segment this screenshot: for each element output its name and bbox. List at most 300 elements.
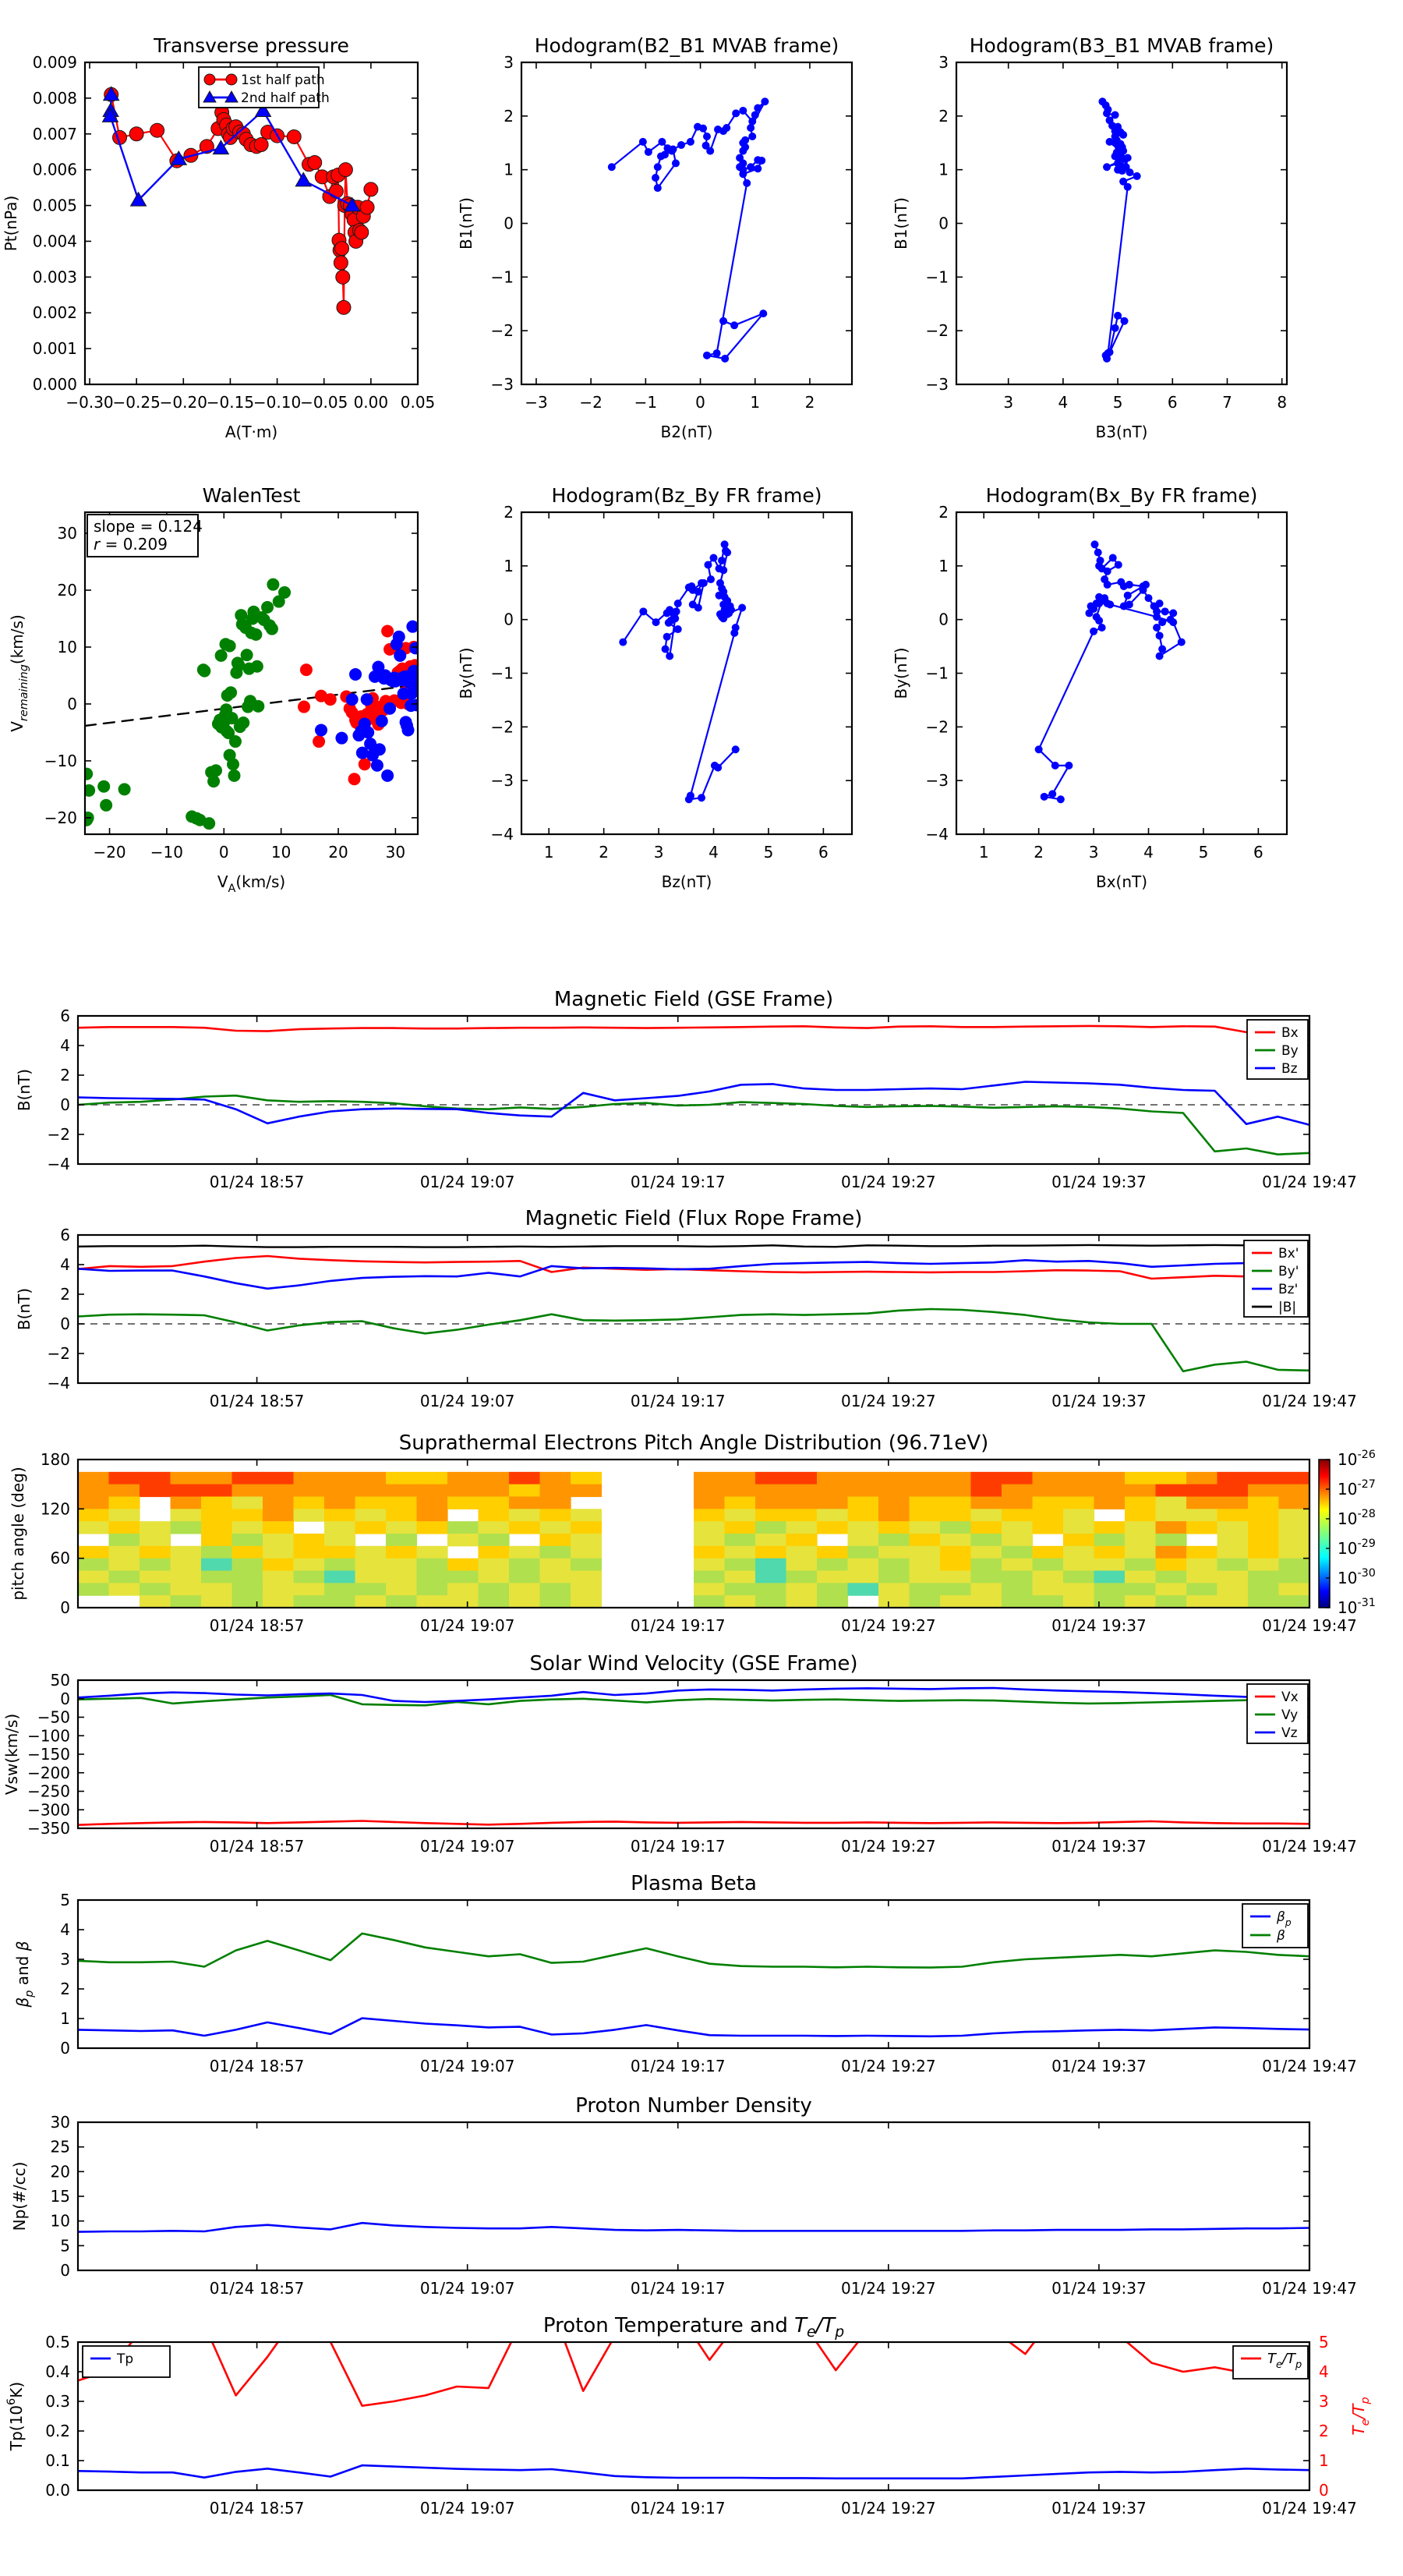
data-point (1115, 561, 1122, 568)
y-tick-label: 4 (60, 1920, 70, 1939)
b3-b1-trace-series (1098, 97, 1140, 363)
heatmap-cell (509, 1595, 540, 1608)
heatmap-cell (786, 1472, 818, 1484)
heatmap-cell (201, 1559, 232, 1571)
heatmap-cell (1125, 1497, 1156, 1509)
heatmap-cell (355, 1521, 387, 1534)
data-point (754, 104, 762, 112)
solar-wind-velocity-panel (2, 1652, 1357, 1856)
axes-frame (956, 62, 1287, 384)
heatmap-cell (1002, 1546, 1033, 1559)
heatmap-cell (263, 1534, 294, 1546)
y-tick-label: −150 (27, 1745, 70, 1764)
y-tick-label: 0 (60, 1598, 70, 1617)
heatmap-cell (971, 1546, 1002, 1559)
heatmap-cell (540, 1546, 571, 1559)
data-point (674, 625, 682, 633)
heatmap-cell (201, 1472, 232, 1484)
heatmap-cell (571, 1509, 602, 1521)
data-point (1041, 793, 1048, 801)
heatmap-cell (386, 1583, 417, 1595)
x-tick-label: 01/24 19:47 (1262, 2499, 1357, 2518)
heatmap-cell (940, 1571, 971, 1583)
panel-title: Suprathermal Electrons Pitch Angle Distribution (96.71eV) (398, 1431, 989, 1455)
data-point (1156, 600, 1164, 607)
data-point (97, 780, 110, 793)
heatmap-cell (1248, 1484, 1279, 1497)
data-point (338, 163, 352, 177)
heatmap-cell (971, 1521, 1002, 1534)
heatmap-cell (971, 1583, 1002, 1595)
heatmap-cell (171, 1571, 202, 1583)
heatmap-cell (417, 1583, 448, 1595)
y-tick-label: 0.008 (32, 88, 77, 108)
data-point (685, 795, 693, 803)
panel-title: Hodogram(B3_B1 MVAB frame) (969, 34, 1274, 57)
heatmap-cell (263, 1559, 294, 1571)
data-point (699, 125, 707, 133)
heatmap-cell (910, 1534, 941, 1546)
x-tick-label: 01/24 19:47 (1262, 1392, 1357, 1410)
y-tick-label: 0.007 (32, 124, 77, 143)
heatmap-cell (509, 1546, 540, 1559)
heatmap-cell (140, 1534, 171, 1546)
x-tick-label: 01/24 19:37 (1051, 1392, 1147, 1410)
data-point (1153, 624, 1161, 632)
x-axis-label: B3(nT) (1095, 423, 1148, 441)
data-point (723, 549, 731, 557)
right-y-axis-label: $T_e/T_p$ (1349, 2397, 1372, 2436)
heatmap-cell (1125, 1583, 1156, 1595)
y-axis-label: pitch angle (deg) (9, 1467, 27, 1601)
heatmap-cell (294, 1484, 325, 1497)
bx-by-trace-series (1035, 540, 1186, 803)
bz-by-trace-line (623, 544, 742, 799)
y-tick-label: −4 (925, 825, 949, 844)
heatmap-cell (540, 1559, 571, 1571)
data-point (349, 668, 362, 681)
y-tick-label: −50 (37, 1707, 70, 1727)
data-point (287, 129, 301, 143)
data-point (278, 586, 291, 599)
heatmap-cell (294, 1534, 325, 1546)
heatmap-cell (201, 1521, 232, 1534)
heatmap-cell (1156, 1534, 1187, 1546)
heatmap-cell (1156, 1509, 1187, 1521)
heatmap-cell (263, 1509, 294, 1521)
heatmap-cell (1063, 1521, 1094, 1534)
y-tick-label: −200 (27, 1763, 70, 1782)
heatmap-cell (1217, 1595, 1249, 1608)
heatmap-cell (725, 1484, 756, 1497)
heatmap-cell (324, 1472, 355, 1484)
heatmap-cell (1125, 1472, 1156, 1484)
data-point (663, 609, 671, 617)
heatmap-cell (940, 1583, 971, 1595)
data-point (229, 735, 242, 748)
data-point (198, 665, 210, 678)
data-point (666, 652, 673, 660)
heatmap-cell (1248, 1583, 1279, 1595)
heatmap-cell (1063, 1559, 1094, 1571)
heatmap-cell (1002, 1571, 1033, 1583)
heatmap-cell (171, 1521, 202, 1534)
heatmap-cell (324, 1559, 355, 1571)
x-tick-label: 01/24 19:47 (1262, 1616, 1357, 1635)
y-tick-label: 20 (50, 2162, 70, 2181)
y-tick-label: 1 (504, 160, 514, 179)
heatmap-cell (1279, 1534, 1310, 1546)
data-point (665, 619, 673, 627)
data-point (355, 225, 369, 239)
data-point (402, 724, 415, 736)
heatmap-cell (786, 1509, 818, 1521)
data-point (654, 184, 662, 192)
data-point (657, 152, 665, 160)
x-tick-label: 1 (978, 843, 989, 862)
heatmap-cell (1063, 1583, 1094, 1595)
x-tick-label: 01/24 19:47 (1262, 2279, 1357, 2298)
heatmap-cell (848, 1571, 879, 1583)
legend (1242, 1904, 1308, 1948)
by-gse-line (78, 1095, 1309, 1155)
heatmap-cell (479, 1497, 510, 1509)
axes-frame (956, 512, 1287, 834)
y-tick-label: 0.004 (32, 232, 77, 251)
axes-frame (85, 62, 418, 384)
data-point (718, 557, 726, 564)
data-point (1085, 609, 1093, 617)
heatmap-cell (109, 1484, 140, 1497)
data-point (706, 147, 714, 155)
heatmap-cell (1125, 1521, 1156, 1534)
magnetic-field-fr-panel (15, 1207, 1357, 1410)
data-point (672, 159, 680, 167)
heatmap-cell (140, 1559, 171, 1571)
heatmap-cell (878, 1583, 910, 1595)
heatmap-cell (447, 1521, 479, 1534)
heatmap-cell (355, 1559, 387, 1571)
heatmap-cell (109, 1509, 140, 1521)
y-tick-label: 0.4 (45, 2362, 70, 2381)
annotation-line: slope = 0.124 (94, 517, 203, 536)
heatmap-cell (1186, 1497, 1217, 1509)
heatmap-cell (848, 1583, 879, 1595)
heatmap-cell (755, 1509, 786, 1521)
x-tick-label: 01/24 19:07 (419, 1173, 515, 1191)
heatmap-cell (755, 1484, 786, 1497)
data-point (300, 663, 313, 676)
data-point (383, 702, 396, 715)
x-tick-label: −0.20 (159, 393, 207, 412)
x-tick-label: 3 (1003, 393, 1014, 412)
data-point (1109, 554, 1117, 562)
x-tick-label: 6 (1167, 393, 1178, 412)
y-tick-label: 0 (60, 1315, 70, 1333)
heatmap-cell (1094, 1571, 1126, 1583)
data-point (1145, 594, 1153, 602)
heatmap-cell (447, 1497, 479, 1509)
heatmap-cell (817, 1484, 848, 1497)
heatmap-cell (1125, 1484, 1156, 1497)
data-point (1106, 349, 1114, 356)
x-axis-label: Bx(nT) (1095, 872, 1148, 891)
data-point (1139, 586, 1147, 594)
heatmap-cell (263, 1571, 294, 1583)
data-point (252, 700, 264, 713)
heatmap-cell (78, 1484, 109, 1497)
heatmap-cell (171, 1472, 202, 1484)
x-tick-label: 0 (218, 843, 229, 862)
data-point (1124, 154, 1132, 162)
heatmap-cell (725, 1521, 756, 1534)
data-point (228, 770, 240, 782)
heatmap-cell (324, 1571, 355, 1583)
colorbar (1319, 1449, 1376, 1617)
heatmap-cell (1279, 1484, 1310, 1497)
y-tick-label: 2 (60, 1066, 70, 1085)
data-point (364, 182, 378, 196)
y-tick-label: 0.5 (45, 2333, 70, 2351)
heatmap-cell (324, 1595, 355, 1608)
heatmap-cell (540, 1509, 571, 1521)
heatmap-cell (1002, 1484, 1033, 1497)
data-point (669, 146, 677, 154)
y-tick-label: 0.009 (32, 53, 77, 72)
data-point (732, 745, 740, 753)
y-tick-label: 1 (60, 2009, 70, 2028)
data-point (719, 317, 727, 325)
y-axis-label: B1(nT) (892, 197, 910, 249)
heatmap-cell (201, 1546, 232, 1559)
heatmap-cell (509, 1571, 540, 1583)
data-point (719, 566, 727, 574)
legend-label: 1st half path (241, 73, 325, 88)
y-tick-label: 3 (60, 1950, 70, 1969)
data-point (698, 794, 705, 801)
heatmap-cell (571, 1559, 602, 1571)
heatmap-cell (971, 1571, 1002, 1583)
heatmap-cell (1217, 1472, 1249, 1484)
y-tick-label: 6 (60, 1007, 70, 1025)
heatmap-cell (878, 1509, 910, 1521)
heatmap-cell (386, 1559, 417, 1571)
y-axis-label: B(nT) (15, 1287, 34, 1331)
heatmap-cell (140, 1583, 171, 1595)
heatmap-cell (201, 1595, 232, 1608)
data-point (1094, 549, 1102, 557)
heatmap-cell (817, 1509, 848, 1521)
data-point (118, 783, 131, 795)
y-tick-label: 0.002 (32, 303, 77, 323)
heatmap-cell (910, 1559, 941, 1571)
data-point (1161, 607, 1169, 615)
heatmap-cell (417, 1484, 448, 1497)
heatmap-cell (848, 1497, 879, 1509)
heatmap-cell (1156, 1497, 1187, 1509)
heatmap-cell (140, 1521, 171, 1534)
data-point (324, 693, 337, 706)
data-point (266, 623, 278, 635)
x-tick-label: −3 (525, 393, 548, 412)
data-point (662, 646, 670, 653)
x-tick-label: 4 (709, 843, 719, 862)
heatmap-cell (232, 1472, 263, 1484)
transverse-pressure-panel (2, 34, 435, 441)
heatmap-cell (1094, 1583, 1126, 1595)
heatmap-cell (694, 1497, 725, 1509)
heatmap-cell (940, 1559, 971, 1571)
data-point (224, 639, 236, 652)
hodogram-b3-b1-panel (892, 34, 1287, 441)
heatmap-cell (694, 1559, 725, 1571)
data-point (1051, 762, 1059, 770)
pitch-angle-panel (9, 1431, 1376, 1635)
panel-title: Proton Temperature and $T_e/T_p$ (542, 2314, 845, 2341)
x-tick-label: 01/24 18:57 (209, 2499, 305, 2518)
data-point (747, 163, 755, 171)
heatmap-cell (1156, 1546, 1187, 1559)
heatmap-cell (1063, 1497, 1094, 1509)
heatmap-cell (109, 1583, 140, 1595)
b2-b1-trace-series (608, 97, 769, 363)
colorbar-tick-label: $10^{-31}$ (1338, 1597, 1376, 1617)
heatmap-cell (324, 1484, 355, 1497)
heatmap-cell (571, 1583, 602, 1595)
legend-label: Tp (117, 2351, 134, 2367)
heatmap-cell (1156, 1521, 1187, 1534)
heatmap-cell (386, 1497, 417, 1509)
heatmap-cell (755, 1583, 786, 1595)
y-tick-label: −3 (925, 771, 949, 791)
data-point (732, 109, 740, 117)
heatmap-cell (786, 1571, 818, 1583)
heatmap-cell (540, 1571, 571, 1583)
data-point (362, 726, 374, 738)
legend-label: 2nd half path (241, 90, 330, 106)
data-point (652, 174, 659, 182)
heatmap-cell (725, 1583, 756, 1595)
heatmap-cell (848, 1559, 879, 1571)
bz-gse-series (78, 1082, 1309, 1125)
heatmap-cell (1063, 1546, 1094, 1559)
data-point (658, 138, 666, 146)
heatmap-cell (571, 1546, 602, 1559)
heatmap-cell (447, 1559, 479, 1571)
data-point (295, 172, 311, 186)
y-tick-label: −250 (27, 1782, 70, 1801)
heatmap-cell (1033, 1509, 1064, 1521)
heatmap-cell (232, 1484, 263, 1497)
heatmap-cell (140, 1595, 171, 1608)
panel-title: Solar Wind Velocity (GSE Frame) (529, 1652, 858, 1675)
data-point (393, 631, 405, 643)
x-tick-label: 01/24 19:07 (419, 1616, 515, 1635)
heatmap-cell (878, 1595, 910, 1608)
panel-title: Transverse pressure (154, 34, 349, 57)
y-tick-label: −4 (47, 1374, 70, 1392)
heatmap-cell (1279, 1509, 1310, 1521)
y-tick-label: 2 (60, 1980, 70, 1998)
heatmap-cell (447, 1534, 479, 1546)
data-point (337, 300, 351, 314)
heatmap-cell (232, 1546, 263, 1559)
heatmap-cell (1217, 1497, 1249, 1509)
heatmap-cells (78, 1472, 1310, 1608)
data-point (1126, 581, 1133, 589)
x-tick-label: 10 (270, 843, 292, 862)
y-tick-label: 0 (67, 694, 77, 713)
data-point (1156, 652, 1164, 660)
legend-label: Bx (1281, 1025, 1299, 1041)
data-point (203, 817, 215, 830)
heatmap-cell (109, 1521, 140, 1534)
legend (83, 2346, 170, 2377)
heatmap-cell (355, 1484, 387, 1497)
heatmap-cell (201, 1484, 232, 1497)
heatmap-cell (1279, 1559, 1310, 1571)
x-tick-label: −0.15 (206, 393, 255, 412)
heatmap-cell (971, 1559, 1002, 1571)
x-axis-label: $V_A(km/s)$ (217, 872, 286, 895)
heatmap-cell (1186, 1571, 1217, 1583)
data-point (361, 693, 373, 706)
heatmap-cell (447, 1571, 479, 1583)
data-point (237, 717, 249, 729)
axes-frame (78, 1900, 1309, 2048)
heatmap-cell (878, 1497, 910, 1509)
data-point (1103, 109, 1111, 117)
heatmap-cell (1217, 1509, 1249, 1521)
heatmap-cell (971, 1595, 1002, 1608)
y-tick-label: 2 (504, 106, 514, 126)
heatmap-cell (294, 1546, 325, 1559)
heatmap-cell (1279, 1583, 1310, 1595)
y-tick-label: −2 (47, 1125, 70, 1144)
x-tick-label: 01/24 19:27 (841, 2279, 936, 2298)
data-point (758, 157, 765, 165)
heatmap-cell (725, 1571, 756, 1583)
heatmap-cell (971, 1484, 1002, 1497)
heatmap-cell (417, 1546, 448, 1559)
heatmap-cell (1063, 1534, 1094, 1546)
heatmap-cell (571, 1472, 602, 1484)
heatmap-cell (1033, 1472, 1064, 1484)
heatmap-cell (817, 1497, 848, 1509)
data-point (1114, 312, 1122, 320)
heatmap-cell (447, 1583, 479, 1595)
y-tick-label: 0.006 (32, 160, 77, 179)
data-point (1103, 163, 1111, 171)
heatmap-cell (1094, 1546, 1126, 1559)
x-tick-label: 5 (1112, 393, 1123, 412)
heatmap-cell (878, 1546, 910, 1559)
heatmap-cell (1217, 1534, 1249, 1546)
heatmap-cell (355, 1583, 387, 1595)
x-tick-label: 01/24 19:17 (630, 1173, 726, 1191)
heatmap-cell (1125, 1546, 1156, 1559)
heatmap-cell (1186, 1472, 1217, 1484)
x-tick-label: 01/24 19:37 (1051, 2057, 1147, 2075)
heatmap-cell (910, 1521, 941, 1534)
heatmap-cell (263, 1546, 294, 1559)
y-tick-label: 0.2 (45, 2422, 70, 2440)
tp-series (78, 2465, 1309, 2479)
heatmap-cell (786, 1534, 818, 1546)
legend-label: Bz' (1278, 1282, 1299, 1297)
data-point (1065, 762, 1073, 770)
heatmap-cell (1248, 1521, 1279, 1534)
